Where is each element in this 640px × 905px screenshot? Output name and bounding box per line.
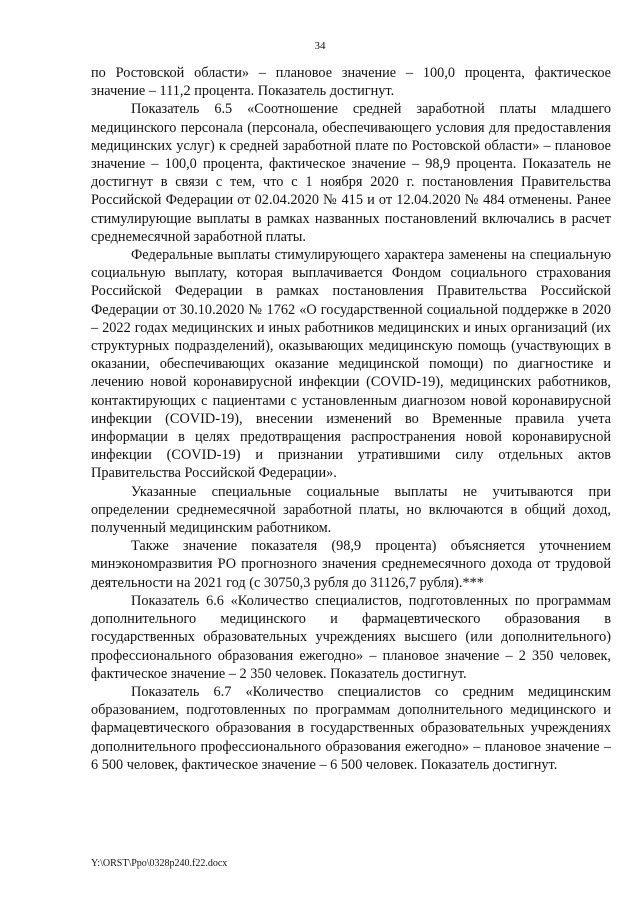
paragraph: Федеральные выплаты стимулирующего характера заменены на специальную социальную выплату, которая выплачивается Фондом социального страхования Российской Федерации в рамках постановления Правительства Российской Федерации от 30.10.2020 № 1762 «О государственной социальной поддержке в 2020 – 2022 годах медицинских и иных работников медицинских и иных организаций (их структурных подразделений), оказывающих медицинскую помощь (участвующих в оказании, обеспечивающих оказание медицинской помощи) по диагностике и лечению новой коронавирусной инфекции (COVID-19), медицинских работников, контактирующих с пациентами с установленным диагнозом новой коронавирусной инфекции (COVID-19), внесении изменений во Временные правила учета информации в целях предотвращения распространения новой коронавирусной инфекции (COVID-19) и признании утратившими силу отдельных актов Правительства Российской Федерации». xyxy=(91,247,611,482)
paragraph: Показатель 6.7 «Количество специалистов со средним медицинским образованием, подготовленных по программам дополнительного медицинского и фармацевтического образования в государственных образовательных учреждениях дополнительного профессионального образования ежегодно» – плановое значение – 6 500 человек, фактическое значение – 6 500 человек. Показатель достигнут. xyxy=(91,683,611,773)
paragraph: Указанные специальные социальные выплаты не учитываются при определении среднемесячной заработной платы, но включаются в общий доход, полученный медицинским работником. xyxy=(91,483,611,537)
paragraph: Показатель 6.6 «Количество специалистов, подготовленных по программам дополнительного медицинского и фармацевтического образования в государственных образовательных учреждениях высшего (или дополнительного) профессионального образования ежегодно» – плановое значение – 2 350 человек, фактическое значение – 2 350 человек. Показатель достигнут. xyxy=(91,592,611,682)
body-text xyxy=(91,64,611,774)
paragraph: Показатель 6.5 «Соотношение средней заработной платы младшего медицинского персонала (персонала, обеспечивающего условия для предоставления медицинских услуг) к средней заработной плате по Ростовской области» – плановое значение – 100,0 процента, фактическое значение – 98,9 процента. Показатель не достигнут в связи с тем, что с 1 ноября 2020 г. постановления Правительства Российской Федерации от 02.04.2020 № 415 и от 12.04.2020 № 484 отменены. Ранее стимулирующие выплаты в рамках названных постановлений включались в расчет среднемесячной заработной платы. xyxy=(91,101,611,245)
paragraph: по Ростовской области» – плановое значение – 100,0 процента, фактическое значение – 111,2 процента. Показатель достигнут. xyxy=(91,65,611,100)
page-number: 34 xyxy=(314,40,326,52)
paragraph: Также значение показателя (98,9 процента) объясняется уточнением минэкономразвития РО прогнозного значения среднемесячного дохода от трудовой деятельности на 2021 год (с 30750,3 рубля до 31126,7 рубля).*** xyxy=(91,538,611,591)
footer-file-path: Y:\ORST\Ppo\0328p240.f22.docx xyxy=(91,858,228,869)
